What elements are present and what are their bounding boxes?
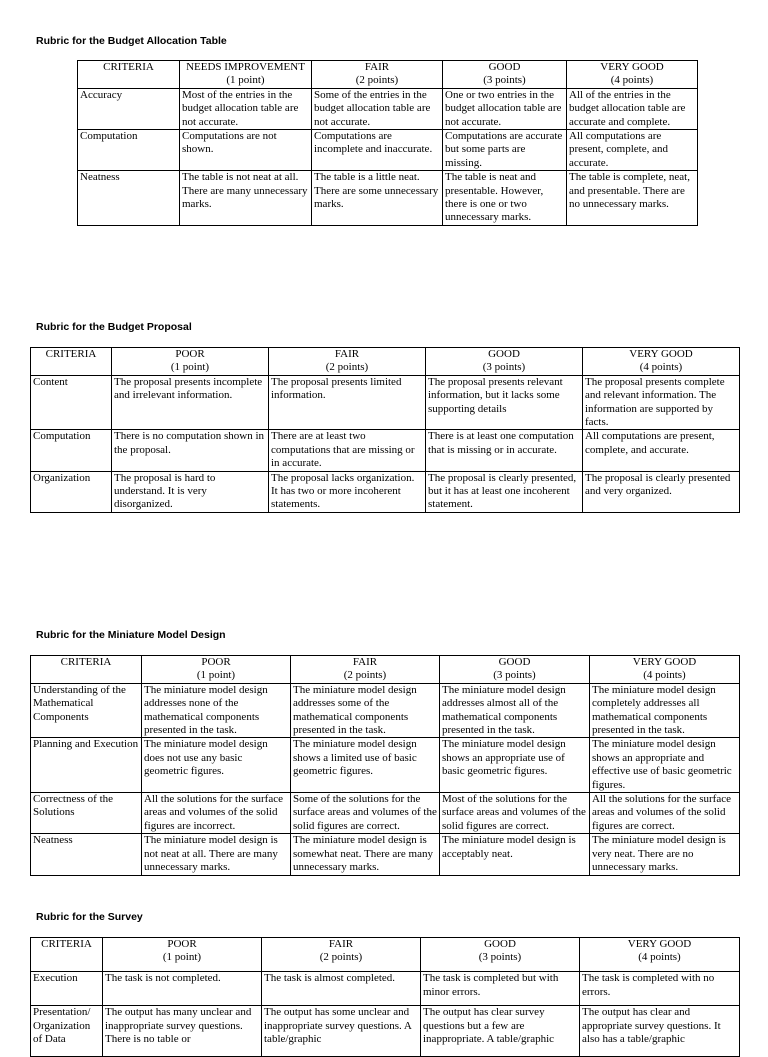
rubric-cell: The miniature model design is somewhat neat. There are many unnecessary marks. <box>291 834 440 875</box>
section-heading: Rubric for the Miniature Model Design <box>36 629 226 641</box>
rubric-cell: The table is not neat at all. There are many unnecessary marks. <box>180 171 312 226</box>
rubric-cell: The miniature model design addresses none of the mathematical components presented in the task. <box>142 683 291 738</box>
rubric-cell: Some of the entries in the budget allocation table are not accurate. <box>312 88 443 129</box>
column-header: GOOD (3 points) <box>426 348 583 376</box>
rubric-cell: There is no computation shown in the proposal. <box>112 430 269 471</box>
rubric-cell: The miniature model design is acceptably neat. <box>440 834 590 875</box>
rubric-cell: The output has clear and appropriate survey questions. It also has a table/graphic <box>580 1006 740 1057</box>
rubric-cell: There is at least one computation that is missing or in accurate. <box>426 430 583 471</box>
table-header-row <box>31 938 740 972</box>
rubric-cell: The output has clear survey questions but a few are inappropriate. A table/graphic <box>421 1006 580 1057</box>
criterion-cell: Organization <box>31 471 112 512</box>
criterion-cell: Neatness <box>31 834 142 875</box>
rubric-cell: Most of the solutions for the surface areas and volumes of the solid figures are correct. <box>440 793 590 834</box>
column-header: POOR (1 point) <box>142 656 291 684</box>
criterion-cell: Computation <box>78 130 180 171</box>
rubric-cell: All of the entries in the budget allocation table are accurate and complete. <box>567 88 698 129</box>
survey-rubric-table <box>30 937 740 1057</box>
criterion-cell: Execution <box>31 972 103 1006</box>
column-header: VERY GOOD (4 points) <box>583 348 740 376</box>
section-heading: Rubric for the Survey <box>36 911 143 923</box>
budget-allocation-rubric-table <box>77 60 698 226</box>
rubric-cell: All computations are present, complete, and accurate. <box>567 130 698 171</box>
table-row <box>31 683 740 738</box>
rubric-cell: There are at least two computations that are missing or in accurate. <box>269 430 426 471</box>
table-row <box>31 793 740 834</box>
column-header: VERY GOOD (4 points) <box>580 938 740 972</box>
rubric-cell: The output has many unclear and inappropriate survey questions. There is no table or <box>103 1006 262 1057</box>
rubric-cell: Computations are not shown. <box>180 130 312 171</box>
rubric-cell: Most of the entries in the budget allocation table are not accurate. <box>180 88 312 129</box>
rubric-cell: All computations are present, complete, and accurate. <box>583 430 740 471</box>
column-header: FAIR (2 points) <box>262 938 421 972</box>
rubric-cell: The table is neat and presentable. However, there is one or two unnecessary marks. <box>443 171 567 226</box>
column-header: CRITERIA <box>31 348 112 376</box>
rubric-cell: The miniature model design is very neat. There are no unnecessary marks. <box>590 834 740 875</box>
rubric-cell: One or two entries in the budget allocation table are not accurate. <box>443 88 567 129</box>
miniature-model-rubric-table <box>30 655 740 876</box>
rubric-cell: The miniature model design addresses some of the mathematical components presented in the task. <box>291 683 440 738</box>
rubric-cell: The proposal presents limited information. <box>269 375 426 430</box>
column-header: GOOD (3 points) <box>440 656 590 684</box>
rubric-cell: All the solutions for the surface areas and volumes of the solid figures are correct. <box>590 793 740 834</box>
table-header-row <box>31 348 740 376</box>
rubric-cell: The proposal is clearly presented, but it has at least one incoherent statement. <box>426 471 583 512</box>
column-header: VERY GOOD (4 points) <box>590 656 740 684</box>
criterion-cell: Content <box>31 375 112 430</box>
column-header: FAIR (2 points) <box>312 61 443 89</box>
rubric-cell: The proposal lacks organization. It has two or more incoherent statements. <box>269 471 426 512</box>
column-header: NEEDS IMPROVEMENT (1 point) <box>180 61 312 89</box>
criterion-cell: Planning and Execution <box>31 738 142 793</box>
rubric-cell: The miniature model design shows a limited use of basic geometric figures. <box>291 738 440 793</box>
rubric-cell: The task is completed with no errors. <box>580 972 740 1006</box>
column-header: GOOD (3 points) <box>443 61 567 89</box>
column-header: POOR (1 point) <box>112 348 269 376</box>
rubric-cell: The proposal is clearly presented and very organized. <box>583 471 740 512</box>
table-row <box>31 834 740 875</box>
section-heading: Rubric for the Budget Allocation Table <box>36 35 227 47</box>
section-heading: Rubric for the Budget Proposal <box>36 321 192 333</box>
table-row <box>31 375 740 430</box>
rubric-cell: The miniature model design completely addresses all mathematical components presented in the task. <box>590 683 740 738</box>
rubric-cell: The task is completed but with minor errors. <box>421 972 580 1006</box>
rubric-cell: Some of the solutions for the surface areas and volumes of the solid figures are correct. <box>291 793 440 834</box>
rubric-cell: The table is complete, neat, and presentable. There are no unnecessary marks. <box>567 171 698 226</box>
rubric-cell: The miniature model design does not use any basic geometric figures. <box>142 738 291 793</box>
table-row <box>31 972 740 1006</box>
rubric-cell: The output has some unclear and inappropriate survey questions. A table/graphic <box>262 1006 421 1057</box>
rubric-cell: The miniature model design is not neat at all. There are many unnecessary marks. <box>142 834 291 875</box>
criterion-cell: Neatness <box>78 171 180 226</box>
column-header: CRITERIA <box>31 656 142 684</box>
criterion-cell: Correctness of the Solutions <box>31 793 142 834</box>
criterion-cell: Presentation/ Organization of Data <box>31 1006 103 1057</box>
column-header: FAIR (2 points) <box>291 656 440 684</box>
rubric-cell: The proposal presents incomplete and irrelevant information. <box>112 375 269 430</box>
table-row <box>31 1006 740 1057</box>
criterion-cell: Accuracy <box>78 88 180 129</box>
column-header: VERY GOOD (4 points) <box>567 61 698 89</box>
rubric-cell: The task is not completed. <box>103 972 262 1006</box>
column-header: CRITERIA <box>31 938 103 972</box>
rubric-cell: The proposal presents relevant information, but it lacks some supporting details <box>426 375 583 430</box>
rubric-cell: The table is a little neat. There are some unnecessary marks. <box>312 171 443 226</box>
criterion-cell: Computation <box>31 430 112 471</box>
column-header: POOR (1 point) <box>103 938 262 972</box>
rubric-cell: Computations are accurate but some parts are missing. <box>443 130 567 171</box>
criterion-cell: Understanding of the Mathematical Components <box>31 683 142 738</box>
table-row <box>31 471 740 512</box>
rubric-cell: The task is almost completed. <box>262 972 421 1006</box>
rubric-cell: The proposal is hard to understand. It is very disorganized. <box>112 471 269 512</box>
rubric-cell: All the solutions for the surface areas and volumes of the solid figures are incorrect. <box>142 793 291 834</box>
rubric-cell: The proposal presents complete and relevant information. The information are supported by facts. <box>583 375 740 430</box>
rubric-cell: The miniature model design addresses almost all of the mathematical components presented in the task. <box>440 683 590 738</box>
column-header: FAIR (2 points) <box>269 348 426 376</box>
table-row <box>78 130 698 171</box>
table-header-row <box>78 61 698 89</box>
table-header-row <box>31 656 740 684</box>
rubric-cell: Computations are incomplete and inaccurate. <box>312 130 443 171</box>
budget-proposal-rubric-table <box>30 347 740 513</box>
table-row <box>78 171 698 226</box>
table-row <box>31 738 740 793</box>
rubric-cell: The miniature model design shows an appropriate use of basic geometric figures. <box>440 738 590 793</box>
column-header: CRITERIA <box>78 61 180 89</box>
table-row <box>31 430 740 471</box>
column-header: GOOD (3 points) <box>421 938 580 972</box>
rubric-cell: The miniature model design shows an appropriate and effective use of basic geometric figures. <box>590 738 740 793</box>
table-row <box>78 88 698 129</box>
